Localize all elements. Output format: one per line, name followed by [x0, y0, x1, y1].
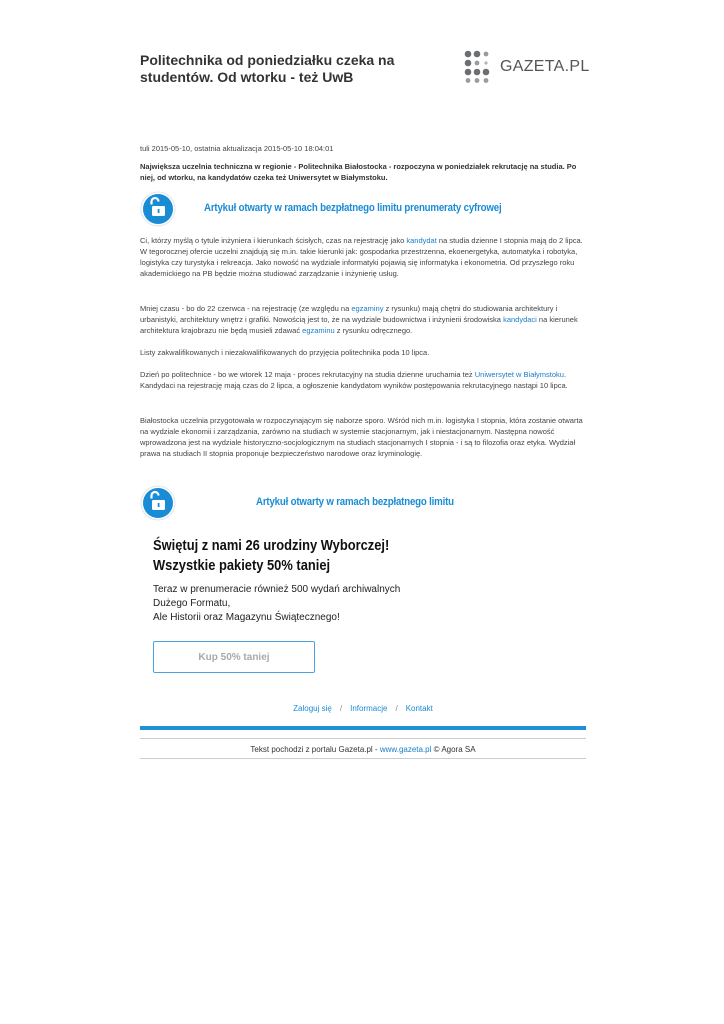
blue-divider: [140, 726, 586, 730]
link-egzaminu[interactable]: egzaminu: [302, 326, 335, 335]
info-link[interactable]: Informacje: [350, 704, 388, 713]
text-span: Dzień po politechnice - bo we wtorek 12 maja - proces rekrutacyjny na studia dzienne uruchamia też: [140, 370, 475, 379]
source-prefix: Tekst pochodzi z portalu Gazeta.pl -: [250, 745, 380, 754]
footer-links: [140, 704, 586, 713]
paragraph-5: Białostocka uczelnia przygotowała w rozpoczynającym się naborze sporo. Wśród nich m.in. logistyka I stopnia, która zostanie otwarta na wydziale ekonomii i zarządzania, zarówno na studiach w systemie stacjonarnym, jak i niestacjonarnym. Następna nowość wprowadzona jest na wydziale historyczno-socjologicznym na studiach stacjonarnych I stopnia - i są to filozofia oraz etyka. Wydział prawa na studiach II stopnia proponuje bezpieczeństwo narodowe oraz kryminologię.: [140, 416, 583, 458]
promo-title-line-1: Świętuj z nami 26 urodziny Wyborczej!: [153, 537, 390, 554]
link-separator: /: [395, 704, 398, 713]
source-note: [140, 745, 586, 754]
login-link[interactable]: Zaloguj się: [293, 704, 332, 713]
banner-top-text: Artykuł otwarty w ramach bezpłatnego limitu prenumeraty cyfrowej: [204, 202, 502, 214]
gazeta-logo[interactable]: [464, 50, 590, 84]
grey-divider-bottom: [140, 758, 586, 759]
promo-title: [153, 536, 514, 576]
promo-title-line-2: Wszystkie pakiety 50% taniej: [153, 557, 331, 574]
gazeta-link[interactable]: www.gazeta.pl: [379, 745, 432, 754]
article-page: [140, 48, 590, 754]
promo-text-line-1: Teraz w prenumeracie również 500 wydań archiwalnych: [153, 584, 401, 595]
text-span: na studia dzienne I stopnia mają do 2 lipca. W tegorocznej ofercie uczelni znajdują się m.in. takie kierunki jak: gospodarka przestrzenna, ekoenergetyka, automatyka i robotyka, logistyka czy turystyka i rekreacja. Jako nowość na wydziale informatyki pojawią się informatyka i ekonometria. Od przyszłego roku akademickiego na PB będzie można studiować zarządzanie i inżynierię usług.: [140, 236, 583, 278]
text-span: Ci, którzy myślą o tytule inżyniera i kierunkach ścisłych, czas na rejestrację jako: [140, 236, 407, 245]
link-separator: /: [339, 704, 343, 713]
gazeta-dots-logo-icon: [464, 50, 498, 84]
paragraph-3: Listy zakwalifikowanych i niezakwalifikowanych do przyjęcia politechnika poda 10 lipca.: [140, 348, 430, 357]
article-title: Politechnika od poniedziałku czeka na studentów. Od wtorku - też UwB: [140, 52, 395, 85]
article-header: [140, 48, 590, 94]
logo-text: GAZETA.PL: [500, 58, 590, 75]
banner-bottom-text: Artykuł otwarty w ramach bezpłatnego limitu: [256, 496, 454, 508]
text-span: Mniej czasu - bo do 22 czerwca - na rejestrację (ze względu na: [140, 304, 352, 313]
link-kandydat[interactable]: kandydat: [406, 236, 437, 245]
link-egzaminy[interactable]: egzaminy: [351, 304, 384, 313]
grey-divider: [140, 738, 586, 739]
free-limit-banner-top: [140, 191, 586, 227]
text-span: na kierunek architektura krajobrazu nie będą musieli zdawać: [140, 315, 578, 335]
link-kandydaci[interactable]: kandydaci: [503, 315, 537, 324]
promo-text: [153, 583, 573, 625]
text-span: z rysunku) mają chętni do studiowania architektury i urbanistyki, architektury wnętrz i grafiki. Nowością jest to, że na wydziale budownictwa i inżynierii środowiska: [140, 304, 558, 324]
source-suffix: © Agora SA: [431, 745, 476, 754]
contact-link[interactable]: Kontakt: [405, 704, 433, 713]
promo-text-line-2: Dużego Formatu,: [153, 598, 231, 609]
text-span: . Kandydaci na rejestrację mają czas do 2 lipca, a ogłoszenie kandydatom wyników postępowania rekrutacyjnego nastąpi 10 lipca.: [140, 370, 568, 390]
free-limit-banner-bottom: [140, 485, 586, 521]
promo-text-line-3: Ale Historii oraz Magazynu Świątecznego!: [153, 612, 340, 623]
paragraph-4: [140, 369, 586, 391]
link-uniwersytet[interactable]: Uniwersytet w Białymstoku: [474, 370, 564, 379]
buy-discount-button[interactable]: Kup 50% taniej: [153, 641, 315, 673]
article-meta: tuli 2015-05-10, ostatnia aktualizacja 2015-05-10 18:04:01: [140, 144, 334, 153]
article-lead: Największa uczelnia techniczna w regionie - Politechnika Białostocka - rozpoczyna w poniedziałek rekrutację na studia. Po niej, od wtorku, na kandydatów czeka też Uniwersytet w Białymstoku.: [140, 162, 577, 182]
unlocked-padlock-icon: [140, 485, 176, 521]
unlocked-padlock-icon: [140, 191, 176, 227]
paragraph-1: [140, 235, 586, 279]
paragraph-2: [140, 303, 586, 336]
text-span: z rysunku odręcznego.: [334, 326, 413, 335]
